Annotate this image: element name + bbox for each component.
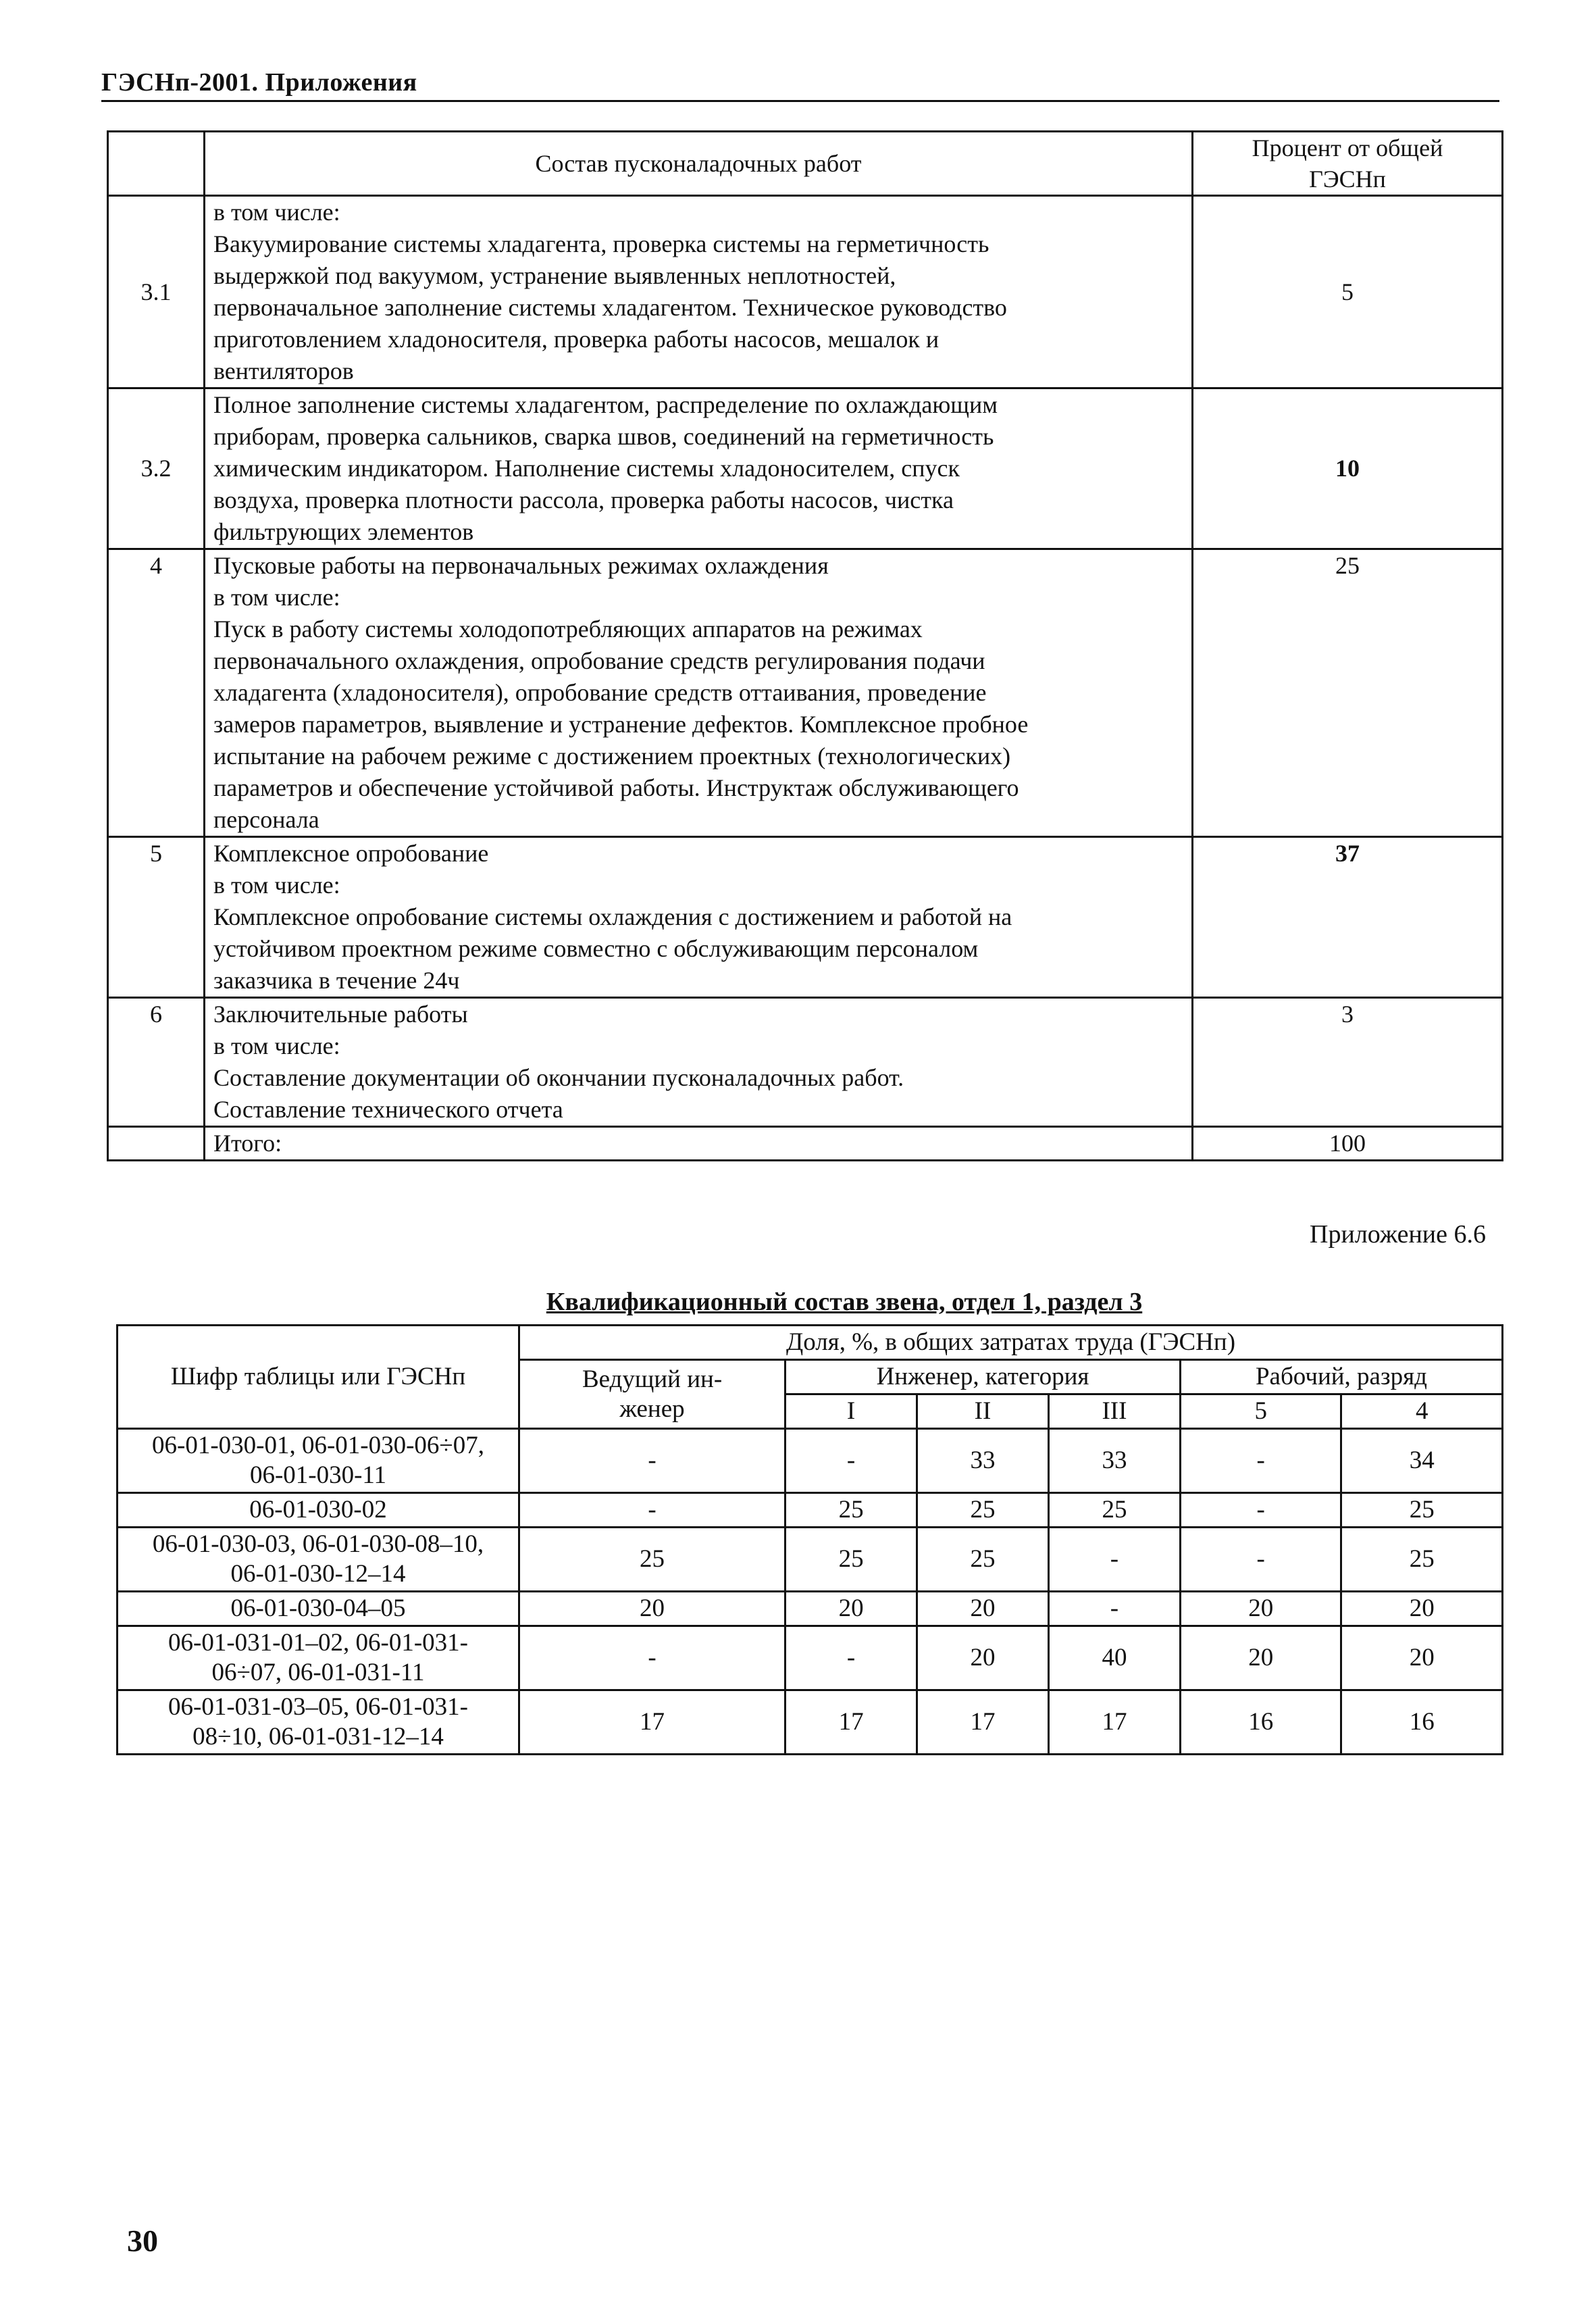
value-cell: 20 [1341,1592,1503,1626]
row-percent: 25 [1193,549,1503,837]
table-row [118,1429,1503,1493]
description-line: устойчивом проектном режиме совместно с обслуживающим персоналом [213,935,979,962]
sub-col-header: 4 [1341,1394,1503,1429]
code-line: 08÷10, 06-01-031-12–14 [192,1723,444,1751]
value-cell: 20 [1341,1626,1503,1690]
value-cell: 20 [1180,1626,1341,1690]
description-line: выдержкой под вакуумом, устранение выявленных неплотностей, [213,262,896,289]
description-line: в том числе: [213,199,340,226]
lead-engineer-line1: Ведущий ин- [582,1365,723,1393]
row-description [205,388,1193,549]
description-line: Комплексное опробование системы охлаждения с достижением и работой на [213,903,1012,930]
table-header-row [108,132,1503,196]
qualification-table [116,1324,1503,1755]
value-cell: 20 [1180,1592,1341,1626]
description-line: Пусковые работы на первоначальных режимах охлаждения [213,552,829,579]
description-line: Пуск в работу системы холодопотребляющих аппаратов на режимах [213,615,923,643]
value-cell: 25 [1341,1493,1503,1528]
code-header-cell: Шифр таблицы или ГЭСНп [118,1326,519,1429]
sub-col-header: 5 [1180,1394,1341,1429]
value-cell: 25 [786,1528,917,1592]
qualification-rows [118,1429,1503,1755]
code-line: 06÷07, 06-01-031-11 [211,1659,425,1686]
value-cell: 33 [917,1429,1049,1493]
value-cell: - [1180,1429,1341,1493]
code-cell [118,1592,519,1626]
value-cell: - [1048,1528,1180,1592]
table-row [108,998,1503,1127]
row-description [205,998,1193,1127]
header-row-1 [118,1326,1503,1360]
value-cell: - [519,1626,786,1690]
percent-header-cell [1193,132,1503,196]
code-line: 06-01-030-02 [249,1496,387,1524]
description-line: химическим индикатором. Наполнение системы хладоносителем, спуск [213,455,960,482]
value-cell: 17 [1048,1690,1180,1755]
table-row [118,1626,1503,1690]
value-cell: 25 [917,1493,1049,1528]
row-number: 3.2 [108,388,205,549]
value-cell: - [1180,1528,1341,1592]
description-line: Комплексное опробование [213,840,489,867]
value-cell: - [1180,1493,1341,1528]
value-cell: 34 [1341,1429,1503,1493]
code-cell [118,1528,519,1592]
percent-header-line2: ГЭСНп [1309,166,1386,193]
row-percent: 10 [1193,388,1503,549]
description-line: приготовлением хладоносителя, проверка работы насосов, мешалок и [213,326,939,353]
value-cell: 25 [1048,1493,1180,1528]
description-line: персонала [213,806,319,833]
value-cell: 25 [786,1493,917,1528]
value-cell: 25 [519,1528,786,1592]
appendix-label: Приложение 6.6 [1310,1220,1486,1249]
code-line: 06-01-030-11 [249,1461,387,1489]
total-value: 100 [1193,1127,1503,1161]
row-number: 6 [108,998,205,1127]
value-cell: - [786,1429,917,1493]
code-cell [118,1690,519,1755]
value-cell: 25 [1341,1528,1503,1592]
commissioning-work-table [107,130,1503,1161]
value-cell: 17 [917,1690,1049,1755]
row-number: 3.1 [108,196,205,388]
page-number: 30 [127,2223,158,2258]
code-cell [118,1626,519,1690]
sub-col-header: III [1048,1394,1180,1429]
value-cell: 20 [917,1626,1049,1690]
description-line: вентиляторов [213,357,354,384]
value-cell: 16 [1341,1690,1503,1755]
code-line: 06-01-031-01–02, 06-01-031- [168,1629,468,1657]
code-line: 06-01-030-03, 06-01-030-08–10, [152,1530,484,1558]
value-cell: 17 [786,1690,917,1755]
description-line: Вакуумирование системы хладагента, проверка системы на герметичность [213,230,989,257]
description-line: Составление технического отчета [213,1096,563,1123]
row-number: 5 [108,837,205,998]
share-header-cell: Доля, %, в общих затратах труда (ГЭСНп) [519,1326,1503,1360]
value-cell: 33 [1048,1429,1180,1493]
value-cell: - [1048,1592,1180,1626]
row-percent: 5 [1193,196,1503,388]
commissioning-rows [108,196,1503,1127]
code-line: 06-01-030-01, 06-01-030-06÷07, [152,1432,484,1459]
code-line: 06-01-031-03–05, 06-01-031- [168,1693,468,1721]
description-line: первоначального охлаждения, опробование средств регулирования подачи [213,647,985,674]
work-header-cell: Состав пусконаладочных работ [205,132,1193,196]
description-line: в том числе: [213,872,340,899]
code-cell [118,1493,519,1528]
code-line: 06-01-030-12–14 [230,1560,406,1588]
table-row [118,1690,1503,1755]
table-row [108,388,1503,549]
description-line: Составление документации об окончании пусконаладочных работ. [213,1064,904,1091]
table-row [118,1493,1503,1528]
row-description [205,196,1193,388]
value-cell: - [519,1429,786,1493]
value-cell: 20 [917,1592,1049,1626]
row-number: 4 [108,549,205,837]
description-line: заказчика в течение 24ч [213,967,460,994]
description-line: параметров и обеспечение устойчивой работы. Инструктаж обслуживающего [213,774,1019,801]
table-row [108,196,1503,388]
value-cell: 25 [917,1528,1049,1592]
description-line: воздуха, проверка плотности рассола, проверка работы насосов, чистка [213,486,954,513]
description-line: в том числе: [213,1032,340,1059]
description-line: в том числе: [213,584,340,611]
row-description [205,549,1193,837]
code-cell [118,1429,519,1493]
worker-header-cell: Рабочий, разряд [1180,1360,1502,1394]
row-description [205,837,1193,998]
sub-col-header: I [786,1394,917,1429]
value-cell: - [786,1626,917,1690]
total-label: Итого: [205,1127,1193,1161]
value-cell: 16 [1180,1690,1341,1755]
table2-caption: Квалификационный состав звена, отдел 1, раздел 3 [546,1288,1143,1316]
percent-header-line1: Процент от общей [1252,134,1443,161]
value-cell: 17 [519,1690,786,1755]
description-line: Полное заполнение системы хладагентом, распределение по охлаждающим [213,391,998,418]
description-line: Заключительные работы [213,1001,468,1028]
description-line: хладагента (хладоносителя), опробование средств оттаивания, проведение [213,679,987,706]
total-number-cell [108,1127,205,1161]
description-line: фильтрующих элементов [213,518,474,545]
description-line: приборам, проверка сальников, сварка швов, соединений на герметичность [213,423,994,450]
sub-col-header: II [917,1394,1049,1429]
lead-engineer-line2: женер [619,1394,685,1423]
code-line: 06-01-030-04–05 [230,1594,406,1622]
total-row [108,1127,1503,1161]
table-row [118,1528,1503,1592]
lead-engineer-header-cell [519,1360,786,1429]
value-cell: 40 [1048,1626,1180,1690]
value-cell: - [519,1493,786,1528]
engineer-header-cell: Инженер, категория [786,1360,1181,1394]
table-row [118,1592,1503,1626]
description-line: первоначальное заполнение системы хладагентом. Техническое руководство [213,294,1007,321]
description-line: замеров параметров, выявление и устранение дефектов. Комплексное пробное [213,711,1029,738]
running-header: ГЭСНп-2001. Приложения [101,68,1499,102]
value-cell: 20 [519,1592,786,1626]
row-percent: 37 [1193,837,1503,998]
value-cell: 20 [786,1592,917,1626]
row-percent: 3 [1193,998,1503,1127]
table-row [108,549,1503,837]
description-line: испытание на рабочем режиме с достижением проектных (технологических) [213,743,1011,770]
number-header-cell [108,132,205,196]
table-row [108,837,1503,998]
